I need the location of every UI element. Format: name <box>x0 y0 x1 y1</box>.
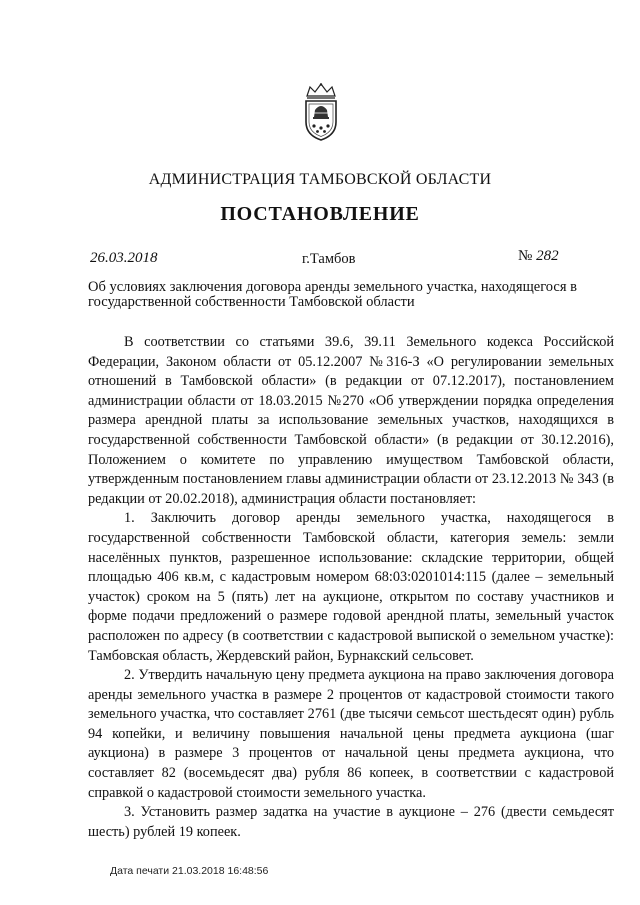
resolution-item-1: 1. Заключить договор аренды земельного участка, находящегося в государственной собственности Тамбовской области, категория земель: земли населённых пунктов, разрешенное использование: складские территории, общей площадью 406 кв.м, с кадастровым номером 68:03:0201014:115 (далее – земельный участок) сроком на 5 (пять) лет на аукционе, открытом по составу участников и форме подачи предложений о размере годовой арендной платы, земельный участок расположен по адресу (в соответствии с кадастровой выпиской о земельном участке): Тамбовская область, Жердевский район, Бурнакский сельсовет. <box>88 510 614 664</box>
document-subject: Об условиях заключения договора аренды земельного участка, находящегося в государственной собственности Тамбовской области <box>88 279 577 310</box>
tambov-coat-of-arms-icon <box>298 82 344 142</box>
resolution-item-2: 2. Утвердить начальную цену предмета аукциона на право заключения договора аренды земельного участка в размере 2 процентов от кадастровой стоимости такого земельного участка, что составляет 2761 (две тысячи семьсот шестьдесят один) рубль 94 копейки, и величину повышения начальной цены предмета аукциона (шаг аукциона) в размере 3 процентов от начальной цены предмета аукциона, что составляет 82 (восемьдесят два) рубля 86 копеек, в соответствии с кадастровой справкой о кадастровой стоимости земельного участка. <box>88 667 614 801</box>
document-type-title: ПОСТАНОВЛЕНИЕ <box>220 203 420 225</box>
document-body <box>88 333 614 842</box>
number-sign: № <box>518 248 533 264</box>
number-value: 282 <box>536 248 559 264</box>
issuing-authority: АДМИНИСТРАЦИЯ ТАМБОВСКОЙ ОБЛАСТИ <box>148 171 492 188</box>
print-date-footer: Дата печати 21.03.2018 16:48:56 <box>110 865 269 877</box>
preamble-paragraph: В соответствии со статьями 39.6, 39.11 Земельного кодекса Российской Федерации, Законом области от 05.12.2007 №316-З «О регулировании земельных отношений в Тамбовской области» (в редакции от 07.12.2017), постановлением администрации области от 18.03.2015 №270 «Об утверждении порядка определения размера арендной платы за использование земельных участков, находящихся в государственной собственности Тамбовской области» (в редакции от 30.12.2016), Положением о комитете по управлению имуществом Тамбовской области, утвержденным постановлением главы администрации области от 23.12.2013 № 343 (в редакции от 20.02.2018), администрация области постановляет: <box>88 334 614 507</box>
document-city: г.Тамбов <box>302 251 356 267</box>
resolution-item-3: 3. Установить размер задатка на участие в аукционе – 276 (двести семьдесят шесть) рублей 19 копеек. <box>88 804 614 840</box>
document-number <box>518 248 559 265</box>
document-date: 26.03.2018 <box>90 250 158 266</box>
